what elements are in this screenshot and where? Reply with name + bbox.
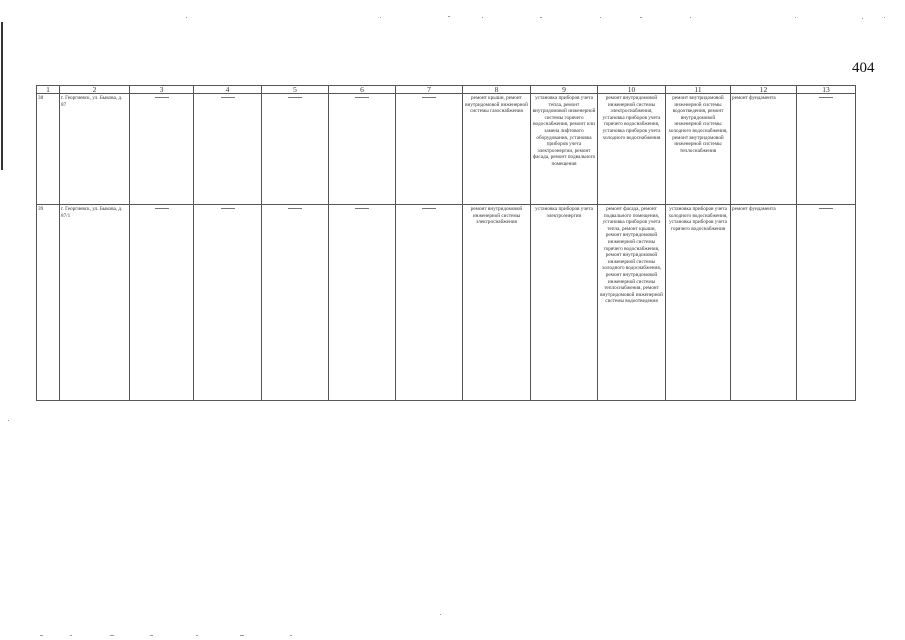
header-cell-2: 2 bbox=[60, 86, 130, 94]
cell-col9: установка приборов учета электроэнергии bbox=[531, 205, 598, 401]
header-cell-5: 5 bbox=[262, 86, 329, 94]
dash-mark bbox=[155, 97, 169, 98]
row-address: г. Георгиевск, ул. Быкова, д. 87 bbox=[60, 94, 130, 205]
cell-col11: установка приборов учета холодного водоснабжения, установка приборов учета горячего водоснабжения bbox=[666, 205, 731, 401]
table-row bbox=[37, 94, 856, 205]
dash-mark bbox=[422, 208, 436, 209]
dash-mark bbox=[288, 97, 302, 98]
table-row bbox=[37, 205, 856, 401]
header-cell-13: 13 bbox=[797, 86, 856, 94]
repair-schedule-table bbox=[36, 85, 856, 401]
header-cell-3: 3 bbox=[130, 86, 194, 94]
cell-col10: ремонт внутридомовой инженерной системы электроснабжения, установка приборов учета горячего водоснабжения, установка приборов учета холодного водоснабжения bbox=[598, 94, 666, 205]
header-cell-11: 11 bbox=[666, 86, 731, 94]
cell-col13 bbox=[797, 94, 856, 205]
cell-col13 bbox=[797, 205, 856, 401]
dash-mark bbox=[355, 97, 369, 98]
cell-col5 bbox=[262, 94, 329, 205]
header-cell-8: 8 bbox=[463, 86, 531, 94]
dash-mark bbox=[819, 208, 833, 209]
header-cell-4: 4 bbox=[194, 86, 262, 94]
cell-col4 bbox=[194, 94, 262, 205]
dash-mark bbox=[422, 97, 436, 98]
page-number: 404 bbox=[852, 60, 875, 76]
dash-mark bbox=[288, 208, 302, 209]
cell-col8: ремонт внутридомовой инженерной системы электроснабжения bbox=[463, 205, 531, 401]
cell-col8: ремонт крыши, ремонт внутридомовой инженерной системы газоснабжения bbox=[463, 94, 531, 205]
header-cell-12: 12 bbox=[731, 86, 797, 94]
scan-edge-mark bbox=[1, 22, 3, 170]
dash-mark bbox=[155, 208, 169, 209]
cell-col5 bbox=[262, 205, 329, 401]
header-row bbox=[37, 86, 856, 94]
cell-col6 bbox=[329, 205, 396, 401]
row-address: г. Георгиевск, ул. Быкова, д. 87/1 bbox=[60, 205, 130, 401]
header-cell-1: 1 bbox=[37, 86, 60, 94]
cell-col7 bbox=[396, 205, 463, 401]
cell-col12: ремонт фундамента bbox=[731, 205, 797, 401]
header-cell-10: 10 bbox=[598, 86, 666, 94]
cell-col6 bbox=[329, 94, 396, 205]
cell-col3 bbox=[130, 205, 194, 401]
cell-col10: ремонт фасада, ремонт подвального помещения, установка приборов учета тепла, ремонт крыши, ремонт внутридомовой инженерной системы горячего водоснабжения, ремонт внутридомовой инженерной системы холодного водоснабжения, ремонт внутридомовой инженерной системы теплоснабжения, ремонт внутридомовой инженерной системы водоотведения bbox=[598, 205, 666, 401]
dash-mark bbox=[221, 97, 235, 98]
dash-mark bbox=[819, 97, 833, 98]
header-cell-6: 6 bbox=[329, 86, 396, 94]
dash-mark bbox=[221, 208, 235, 209]
row-number: 39 bbox=[37, 205, 60, 401]
cell-col3 bbox=[130, 94, 194, 205]
header-cell-9: 9 bbox=[531, 86, 598, 94]
dash-mark bbox=[355, 208, 369, 209]
cell-col9: установка приборов учета тепла, ремонт внутридомовой инженерной системы горячего водоснабжения, ремонт или замена лифтового оборудования, установка приборов учета электроэнергии, ремонт фасада, ремонт подвального помещения bbox=[531, 94, 598, 205]
cell-col4 bbox=[194, 205, 262, 401]
header-cell-7: 7 bbox=[396, 86, 463, 94]
cell-col11: ремонт внутридомовой инженерной системы водоотведения, ремонт внутридомовой инженерной системы холодного водоснабжения, ремонт внутридомовой инженерной системы теплоснабжения bbox=[666, 94, 731, 205]
row-number: 38 bbox=[37, 94, 60, 205]
cell-col7 bbox=[396, 94, 463, 205]
cell-col12: ремонт фундамента bbox=[731, 94, 797, 205]
